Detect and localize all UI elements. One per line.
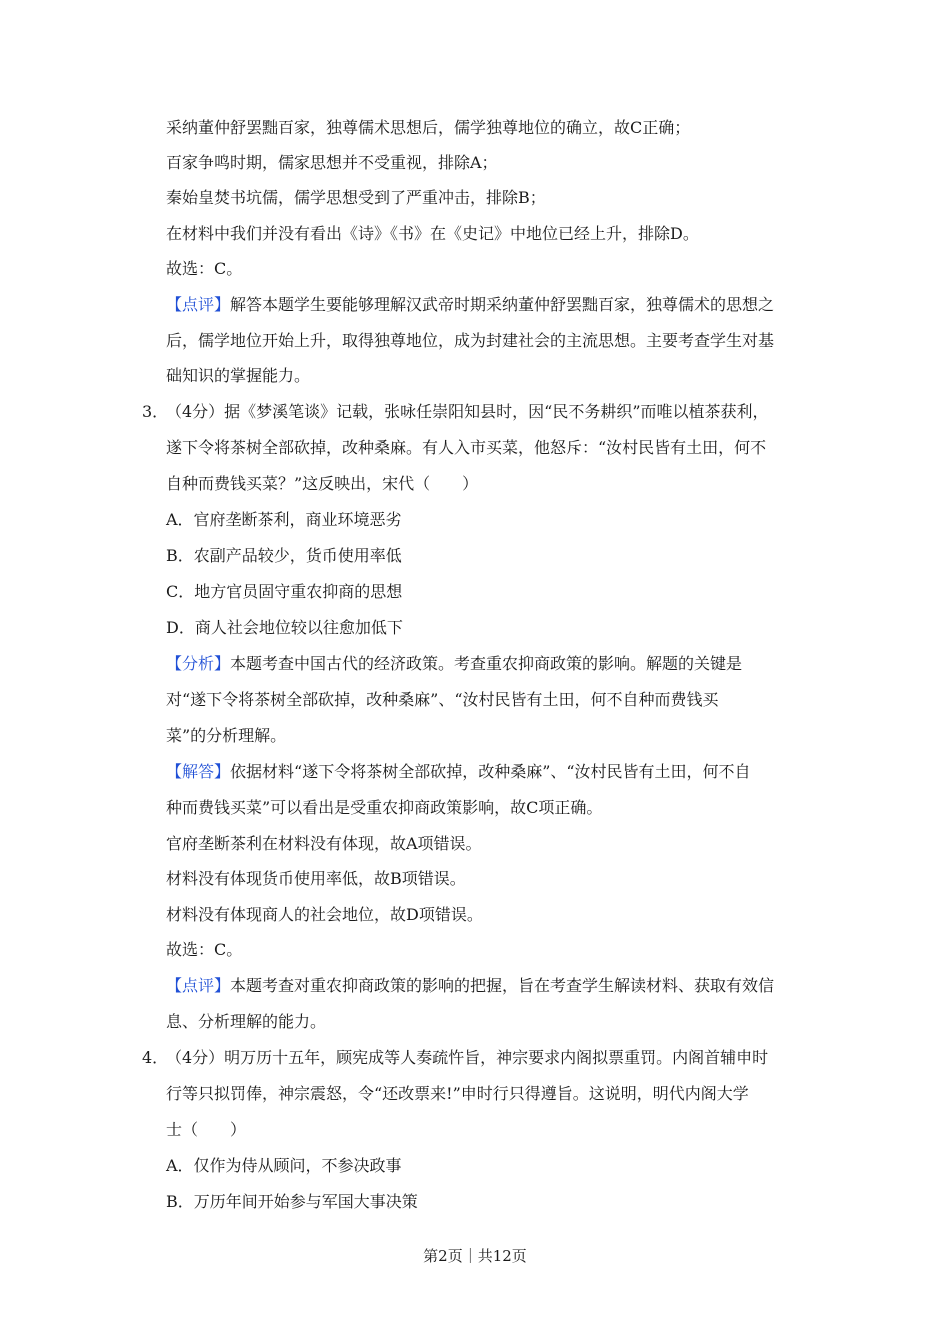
q4-option-a: A．仅作为侍从顾问，不参决政事 (166, 1156, 402, 1175)
q3-answer-text-1: 依据材料“遂下令将茶树全部砍掉，改种桑麻”、“汝村民皆有土田，何不自 (230, 762, 751, 781)
q3-stem-line-3: 自种而费钱买菜？”这反映出，宋代（ ） (166, 474, 479, 493)
q3-analysis-line-3: 菜”的分析理解。 (166, 726, 287, 745)
q2-comment-line-1 (166, 295, 774, 315)
q2-line-1: 采纳董仲舒罢黜百家，独尊儒术思想后，儒学独尊地位的确立，故C正确； (166, 118, 691, 137)
q3-analysis-line-2: 对“遂下令将茶树全部砍掉，改种桑麻”、“汝村民皆有土田，何不自种而费钱买 (166, 690, 719, 709)
answer-tag: 【解答】 (166, 762, 231, 781)
q2-comment-line-2: 后，儒学地位开始上升，取得独尊地位，成为封建社会的主流思想。主要考查学生对基 (166, 331, 775, 350)
q3-stem-line-1: （4分）据《梦溪笔谈》记载，张咏任崇阳知县时，因“民不务耕织”而唯以植茶获利， (166, 402, 769, 421)
q2-line-2: 百家争鸣时期，儒家思想并不受重视，排除A； (166, 153, 498, 172)
q3-choice: 故选：C。 (166, 940, 243, 959)
q2-line-3: 秦始皇焚书坑儒，儒学思想受到了严重冲击，排除B； (166, 188, 546, 207)
q3-comment-text-1: 本题考查对重农抑商政策的影响的把握，旨在考查学生解读材料、获取有效信 (230, 976, 775, 995)
q2-comment-text-1: 解答本题学生要能够理解汉武帝时期采纳董仲舒罢黜百家，独尊儒术的思想之 (230, 295, 775, 314)
comment-tag: 【点评】 (166, 976, 231, 995)
q3-option-a: A．官府垄断茶利，商业环境恶劣 (166, 510, 402, 529)
q4-number: 4． (142, 1048, 169, 1067)
q3-stem-line-2: 遂下令将茶树全部砍掉，改种桑麻。有人入市买菜，他怒斥：“汝村民皆有土田，何不 (166, 438, 767, 457)
q4-stem-line-3: 士（ ） (166, 1120, 247, 1139)
q3-option-b: B．农副产品较少，货币使用率低 (166, 546, 402, 565)
q4-stem-line-2: 行等只拟罚俸，神宗震怒，令“还改票来!”申时行只得遵旨。这说明，明代内阁大学 (166, 1084, 749, 1103)
q4-stem-line-1: （4分）明万历十五年，顾宪成等人奏疏忤旨，神宗要求内阁拟票重罚。内阁首辅申时 (166, 1048, 769, 1067)
q3-comment-line-1 (166, 976, 774, 996)
q3-answer-line-4: 材料没有体现货币使用率低，故B项错误。 (166, 869, 466, 888)
q2-comment-line-3: 础知识的掌握能力。 (166, 366, 311, 385)
q2-choice: 故选：C。 (166, 259, 243, 278)
analysis-tag: 【分析】 (166, 654, 231, 673)
q2-line-4: 在材料中我们并没有看出《诗》《书》在《史记》中地位已经上升，排除D。 (166, 224, 699, 243)
q3-answer-line-5: 材料没有体现商人的社会地位，故D项错误。 (166, 905, 483, 924)
q3-analysis-line-1 (166, 654, 742, 674)
q3-option-c: C．地方官员固守重农抑商的思想 (166, 582, 403, 601)
q3-answer-line-1 (166, 762, 751, 782)
page-footer: 第2页｜共12页 (423, 1247, 527, 1265)
q3-analysis-text-1: 本题考查中国古代的经济政策。考查重农抑商政策的影响。解题的关键是 (230, 654, 743, 673)
q3-option-d: D．商人社会地位较以往愈加低下 (166, 618, 403, 637)
q3-answer-line-3: 官府垄断茶利在材料没有体现，故A项错误。 (166, 834, 482, 853)
q3-answer-line-2: 种而费钱买菜”可以看出是受重农抑商政策影响，故C项正确。 (166, 798, 603, 817)
comment-tag: 【点评】 (166, 295, 231, 314)
q3-comment-line-2: 息、分析理解的能力。 (166, 1012, 327, 1031)
q4-option-b: B．万历年间开始参与军国大事决策 (166, 1192, 418, 1211)
q3-number: 3． (142, 402, 169, 421)
